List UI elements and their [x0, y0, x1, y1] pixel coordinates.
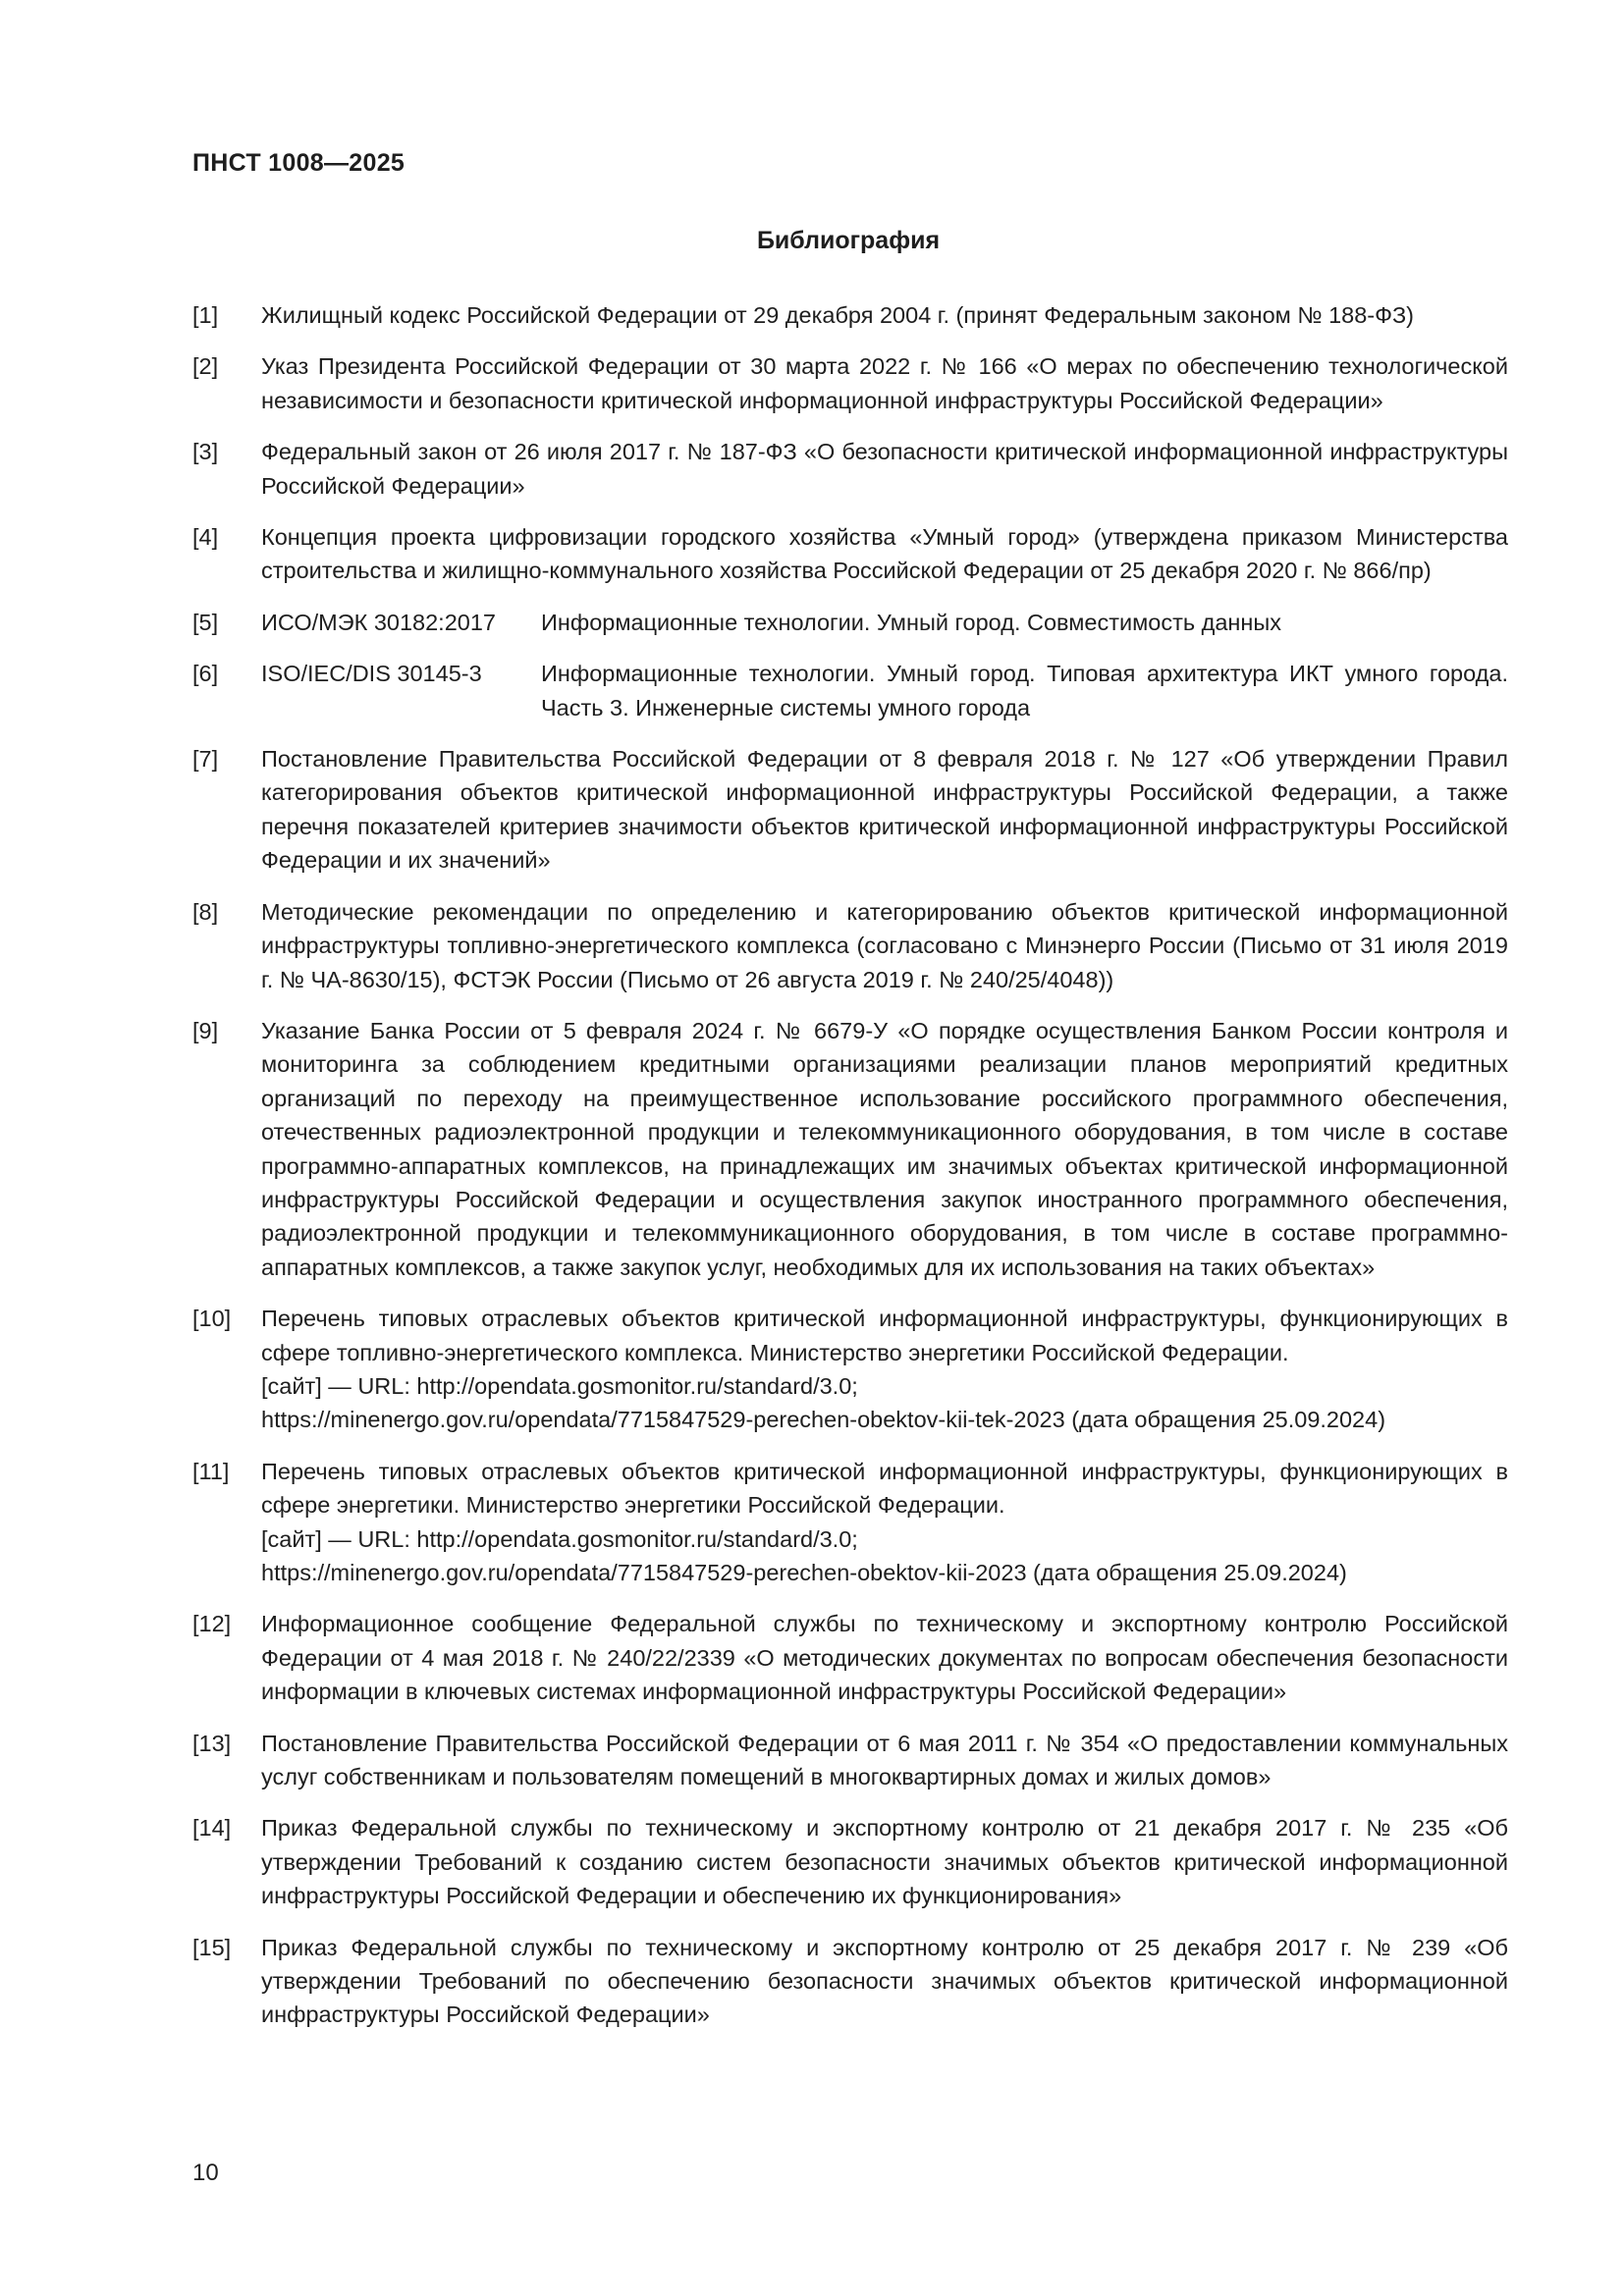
entry-number: [2]: [192, 353, 219, 380]
bibliography-entry: [192, 349, 1508, 417]
entry-number: [10]: [192, 1306, 232, 1332]
entry-number: [1]: [192, 302, 219, 328]
bibliography-entry: [192, 520, 1508, 588]
page-number: 10: [192, 2160, 219, 2186]
bibliography-entry: [192, 435, 1508, 503]
entry-url-line[interactable]: https://minenergo.gov.ru/opendata/7715847529-perechen-obektov-kii-2023 (дата обращения 25.09.2024): [261, 1560, 1347, 1585]
entry-text: Указ Президента Российской Федерации от 30 марта 2022 г. № 166 «О мерах по обеспечению технологической независимости и безопасности критической информационной инфраструктуры Российской Федерации»: [261, 353, 1508, 413]
entry-number: [13]: [192, 1730, 232, 1756]
entry-text: Информационные технологии. Умный город. Типовая архитектура ИКТ умного города. Часть 3. Инженерные системы умного города: [541, 661, 1508, 721]
bibliography-entry: [192, 1811, 1508, 1912]
bibliography-entry: [192, 1607, 1508, 1708]
entry-text: Информационное сообщение Федеральной службы по техническому и экспортному контролю Российской Федерации от 4 мая 2018 г. № 240/22/2339 «О методических документах по вопросам обеспечения безопасности информации в ключевых системах информационной инфраструктуры Российской Федерации»: [261, 1611, 1508, 1705]
bibliography-entry: [192, 1014, 1508, 1284]
entry-text: Приказ Федеральной службы по техническому и экспортному контролю от 25 декабря 2017 г. № 239 «Об утверждении Требований по обеспечению безопасности значимых объектов критической информационной инфраструктуры Российской Федерации»: [261, 1934, 1508, 2028]
entry-text: Указание Банка России от 5 февраля 2024 г. № 6679-У «О порядке осуществления Банком России контроля и мониторинга за соблюдением кредитными организациями реализации планов мероприятий кредитных организаций по переходу на преимущественное использование российского программного обеспечения, отечественных радиоэлектронной продукции и телекоммуникационного оборудования, в том числе в составе программно-аппаратных комплексов, на принадлежащих им значимых объектах критической информационной инфраструктуры Российской Федерации и осуществления закупок иностранного программного обеспечения, радиоэлектронной продукции и телекоммуникационного оборудования, в том числе в составе программно-аппаратных комплексов, а также закупок услуг, необходимых для их использования на таких объектах»: [261, 1017, 1508, 1280]
entry-text: Приказ Федеральной службы по техническому и экспортному контролю от 21 декабря 2017 г. № 235 «Об утверждении Требований к созданию систем безопасности значимых объектов критической информационной инфраструктуры Российской Федерации и обеспечению их функционирования»: [261, 1815, 1508, 1909]
entry-number: [11]: [192, 1458, 230, 1484]
bibliography-entry: [192, 1727, 1508, 1794]
entry-text: Методические рекомендации по определению и категорированию объектов критической информационной инфраструктуры топливно-энергетического комплекса (согласовано с Минэнерго России (Письмо от 31 июля 2019 г. № ЧА-8630/15), ФСТЭК России (Письмо от 26 августа 2019 г. № 240/25/4048)): [261, 898, 1508, 992]
entry-number: [7]: [192, 746, 219, 773]
entry-text: Постановление Правительства Российской Федерации от 8 февраля 2018 г. № 127 «Об утверждении Правил категорирования объектов критической информационной инфраструктуры Российской Федерации, а также перечня показателей критериев значимости объектов критической информационной инфраструктуры Российской Федерации и их значений»: [261, 746, 1508, 874]
entry-line: Перечень типовых отраслевых объектов критической информационной инфраструктуры, функционирующих в сфере топливно-энергетического комплекса. Министерство энергетики Российской Федерации.: [261, 1306, 1508, 1365]
entry-number: [4]: [192, 524, 219, 551]
entry-text: [261, 1302, 1508, 1437]
entry-url-line[interactable]: [сайт] — URL: http://opendata.gosmonitor.ru/standard/3.0;: [261, 1372, 858, 1399]
standard-code: ИСО/МЭК 30182:2017: [261, 609, 496, 635]
bibliography-entry: [192, 742, 1508, 878]
standard-code: ISO/IEC/DIS 30145-3: [261, 661, 482, 687]
entry-text: Федеральный закон от 26 июля 2017 г. № 187-ФЗ «О безопасности критической информационной инфраструктуры Российской Федерации»: [261, 439, 1508, 499]
entry-line: Перечень типовых отраслевых объектов критической информационной инфраструктуры, функционирующих в сфере энергетики. Министерство энергетики Российской Федерации.: [261, 1458, 1508, 1519]
bibliography-entry: [192, 895, 1508, 996]
bibliography-entry: [192, 657, 1508, 724]
bibliography-entry: [192, 606, 1508, 639]
entry-number: [9]: [192, 1017, 219, 1043]
bibliography-entry: [192, 1455, 1508, 1590]
bibliography-entry: [192, 1302, 1508, 1437]
entry-text: Концепция проекта цифровизации городского хозяйства «Умный город» (утверждена приказом Министерства строительства и жилищно-коммунального хозяйства Российской Федерации от 25 декабря 2020 г. № 866/пр): [261, 524, 1508, 584]
bibliography-list: [192, 298, 1508, 2050]
entry-url-line[interactable]: [сайт] — URL: http://opendata.gosmonitor.ru/standard/3.0;: [261, 1525, 858, 1552]
entry-number: [8]: [192, 898, 219, 925]
entry-number: [5]: [192, 609, 219, 635]
entry-number: [15]: [192, 1934, 232, 1960]
entry-number: [12]: [192, 1611, 232, 1637]
bibliography-entry: [192, 1931, 1508, 2032]
entry-text: Жилищный кодекс Российской Федерации от 29 декабря 2004 г. (принят Федеральным законом № 188-ФЗ): [261, 302, 1414, 328]
entry-number: [14]: [192, 1815, 232, 1842]
bibliography-entry: [192, 298, 1508, 332]
entry-number: [6]: [192, 661, 219, 687]
entry-text: [261, 1455, 1508, 1590]
entry-url-line[interactable]: https://minenergo.gov.ru/opendata/7715847529-perechen-obektov-kii-tek-2023 (дата обращения 25.09.2024): [261, 1407, 1386, 1433]
entry-text: Постановление Правительства Российской Федерации от 6 мая 2011 г. № 354 «О предоставлении коммунальных услуг собственникам и пользователям помещений в многоквартирных домах и жилых домов»: [261, 1730, 1508, 1790]
document-code: ПНСТ 1008—2025: [192, 149, 406, 177]
bibliography-title: Библиография: [756, 227, 941, 254]
entry-text: Информационные технологии. Умный город. Совместимость данных: [541, 609, 1282, 635]
entry-number: [3]: [192, 439, 219, 465]
